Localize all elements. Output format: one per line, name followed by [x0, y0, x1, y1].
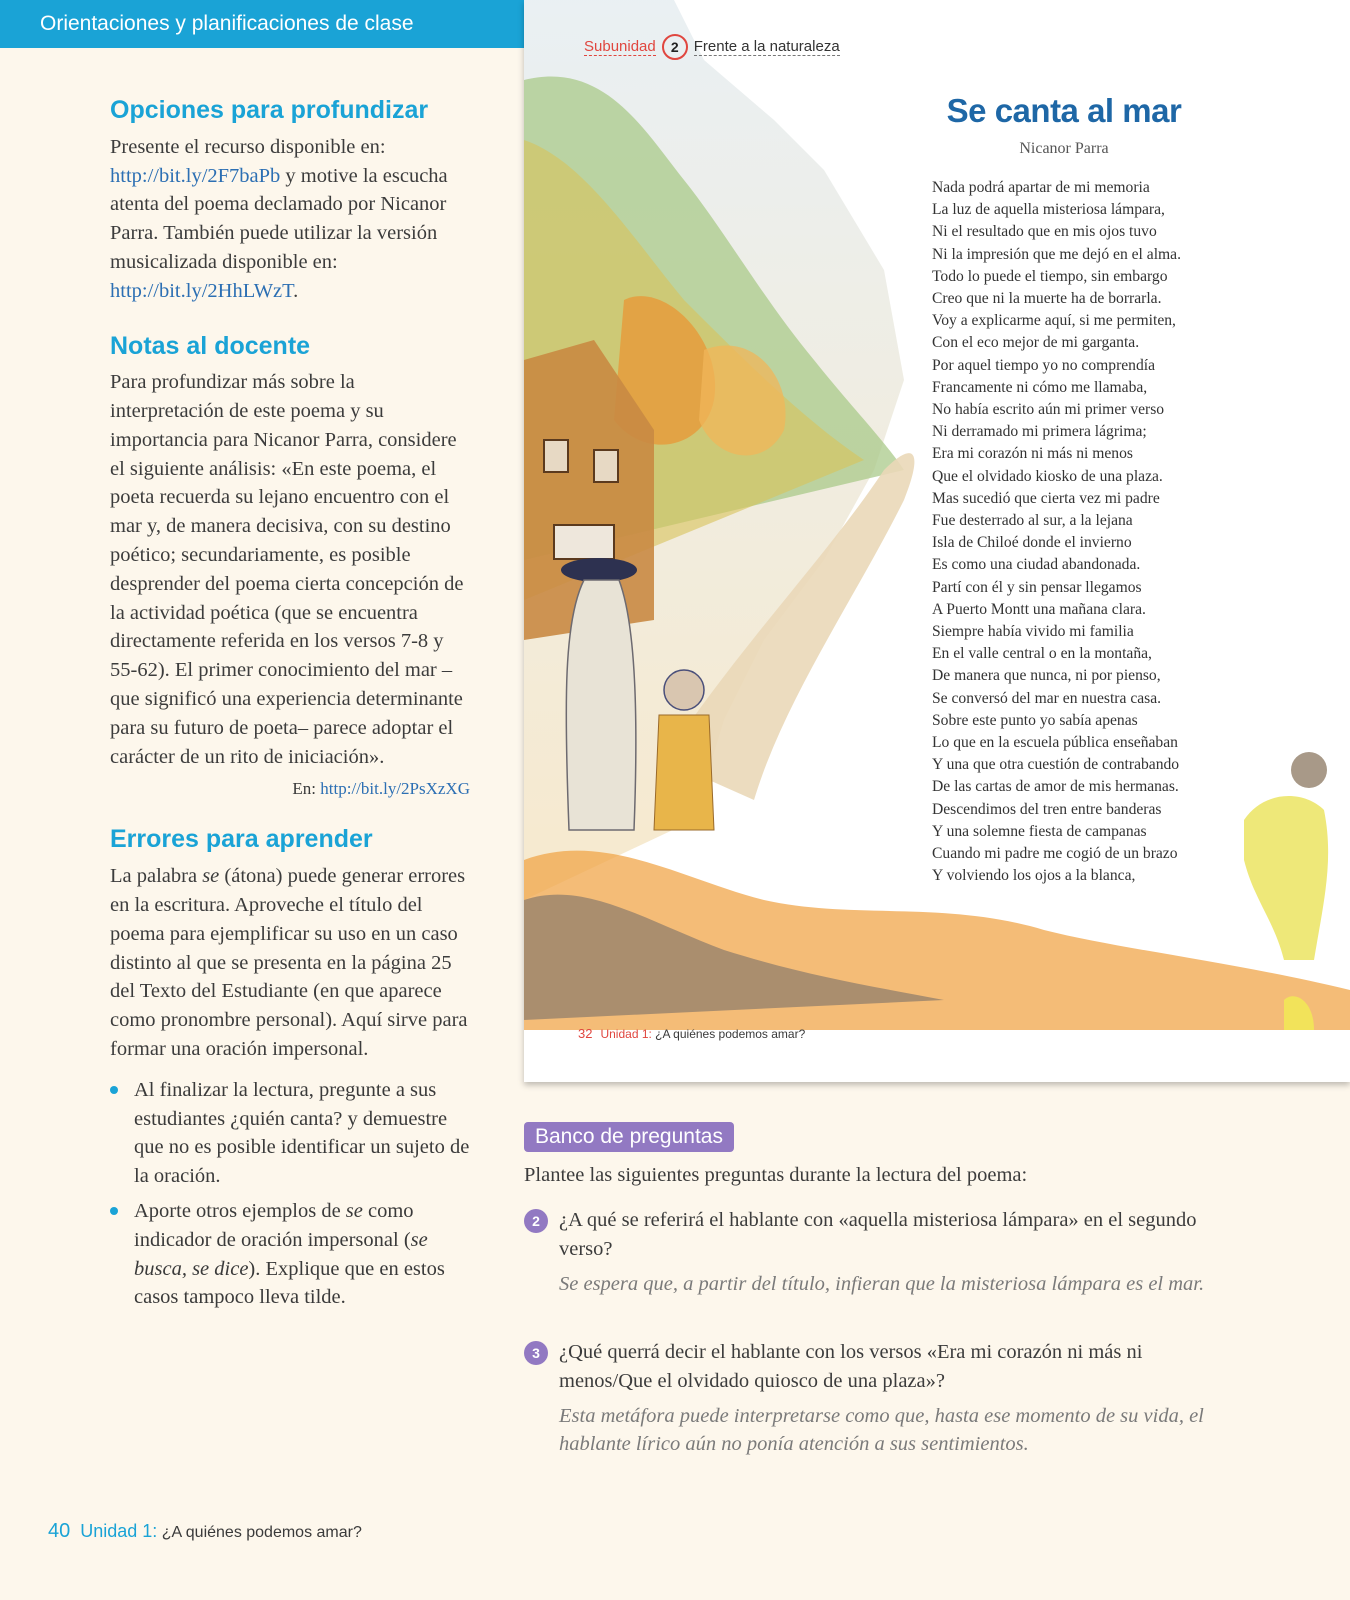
footer-unit: Unidad 1: — [80, 1521, 158, 1541]
bullet-text-2: como indicador de oración impersonal ( — [134, 1199, 414, 1251]
poem-verse: Mas sucedió que cierta vez mi padre — [932, 489, 1160, 507]
bullet-item — [110, 1076, 470, 1191]
bullet-text: Al finalizar la lectura, pregunte a sus estudiantes ¿quién canta? y demuestre que no es posible identificar un sujeto de la oración. — [134, 1078, 470, 1188]
poem-verse: Partí con él y sin pensar llegamos — [932, 578, 1142, 596]
link-source[interactable]: http://bit.ly/2PsXzXG — [320, 779, 470, 799]
poem-verse: Fue desterrado al sur, a la lejana — [932, 512, 1133, 530]
source-label: En: — [292, 779, 321, 799]
left-column — [110, 96, 470, 1338]
poem-verse: Isla de Chiloé donde el invierno — [932, 534, 1132, 552]
bullet-dot-icon — [110, 1207, 118, 1215]
question-text: ¿Qué querrá decir el hablante con los versos «Era mi corazón ni más ni menos/Que el olvidado quiosco de una plaza»? — [559, 1341, 1143, 1392]
subunit-label: Subunidad — [584, 38, 656, 55]
errores-paragraph — [110, 862, 470, 1064]
book-page-footer — [578, 1026, 805, 1041]
question-text: ¿A qué se referirá el hablante con «aquella misteriosa lámpara» en el segundo verso? — [559, 1209, 1197, 1260]
banco-intro: Plantee las siguientes preguntas durante la lectura del poema: — [524, 1164, 1028, 1186]
notas-paragraph: Para profundizar más sobre la interpretación de este poema y su importancia para Nicanor Parra, considere el siguiente análisis: «En este poema, el poeta recuerda su lejano encuentro con el mar y, de manera decisiva, con su destino poético; secundariamente, es posible desprender del poema cierta concepción de la actividad poética (que se encuentra directamente referida en los versos 7-8 y 55-62). El primer conocimiento del mar –que significó una experiencia determinante para su futuro de poeta– parece adoptar el carácter de un rito de iniciación». — [110, 371, 464, 768]
poem-verse: Todo lo puede el tiempo, sin embargo — [932, 267, 1168, 285]
book-footer-question: ¿A quiénes podemos amar? — [651, 1027, 806, 1041]
poem-verse: Nada podrá apartar de mi memoria — [932, 179, 1150, 196]
poem-verse: Voy a explicarme aquí, si me permiten, — [932, 312, 1176, 330]
bullet-examples: se busca, se dice — [134, 1228, 428, 1280]
subunit-number: 2 — [662, 34, 688, 60]
question-number-badge: 3 — [524, 1341, 548, 1365]
opciones-text-2: y motive la escucha atenta del poema declamado por Nicanor Parra. También puede utilizar la versión musicalizada disponible en: — [110, 164, 448, 273]
poem-verse: Cuando mi padre me cogió de un brazo — [932, 845, 1178, 863]
student-book-page — [524, 0, 1350, 1082]
heading-errores: Errores para aprender — [110, 825, 373, 854]
poem-verse: Y una que otra cuestión de contrabando — [932, 756, 1180, 774]
poem-verse: Y una solemne fiesta de campanas — [932, 822, 1147, 840]
heading-opciones: Opciones para profundizar — [110, 96, 429, 124]
header-title: Orientaciones y planificaciones de clase — [40, 12, 414, 35]
question-item — [524, 1206, 1224, 1298]
poem-verse: Francamente ni cómo me llamaba, — [932, 378, 1148, 396]
poem-title: Se canta al mar — [946, 92, 1182, 129]
poem-verse: A Puerto Montt una mañana clara. — [932, 600, 1146, 618]
notas-source — [110, 779, 470, 799]
poem-verse: Lo que en la escuela pública enseñaban — [932, 734, 1178, 752]
question-answer: Se espera que, a partir del título, infieran que la misteriosa lámpara es el mar. — [559, 1272, 1205, 1295]
bullet-se: se — [345, 1199, 363, 1222]
heading-notas: Notas al docente — [110, 331, 311, 360]
errores-bullet-list — [110, 1076, 470, 1312]
poem-verse: Se conversó del mar en nuestra casa. — [932, 689, 1162, 707]
poem-verse: En el valle central o en la montaña, — [932, 645, 1152, 663]
bullet-item — [110, 1197, 470, 1312]
section-errores — [110, 825, 470, 1312]
question-number-badge: 2 — [524, 1209, 548, 1233]
section-opciones — [110, 96, 470, 306]
poem-verse: La luz de aquella misteriosa lámpara, — [932, 201, 1165, 219]
poem-verse: Que el olvidado kiosko de una plaza. — [932, 467, 1163, 485]
poem-verse: Y volviendo los ojos a la blanca, — [932, 867, 1136, 885]
poem-verse: Era mi corazón ni más ni menos — [932, 445, 1133, 463]
poem-verses — [932, 177, 1242, 888]
subunit-header — [584, 34, 840, 60]
link-recurso-2[interactable]: http://bit.ly/2HhLWzT — [110, 279, 294, 302]
poem-verse: Siempre había vivido mi familia — [932, 623, 1134, 641]
poem-verse: De las cartas de amor de mis hermanas. — [932, 778, 1179, 796]
poem-verse: De manera que nunca, ni por pienso, — [932, 667, 1161, 685]
subunit-title: Frente a la naturaleza — [693, 38, 840, 55]
poem-verse: Ni derramado mi primera lágrima; — [932, 423, 1147, 441]
poem-verse: Con el eco mejor de mi garganta. — [932, 334, 1140, 352]
poem-author: Nicanor Parra — [1019, 140, 1109, 157]
section-notas — [110, 332, 470, 800]
question-answer: Esta metáfora puede interpretarse como que, hasta ese momento de su vida, el hablante lírico aún no ponía atención a sus sentimientos. — [559, 1404, 1204, 1456]
page-footer — [48, 1520, 362, 1543]
poem-verse: Ni la impresión que me dejó en el alma. — [932, 245, 1181, 263]
link-recurso-1[interactable]: http://bit.ly/2F7baPb — [110, 164, 281, 187]
errores-text-2: (átona) puede generar errores en la escritura. Aproveche el título del poema para ejemplificar su uso en un caso distinto al que se presenta en la página 25 del Texto del Estudiante (en que aparece como pronombre personal). Aquí sirve para formar una oración impersonal. — [110, 865, 468, 1060]
poem-verse: No había escrito aún mi primer verso — [932, 401, 1165, 419]
opciones-text-3: . — [293, 279, 299, 302]
opciones-text-1: Presente el recurso disponible en: — [110, 135, 386, 158]
bullet-dot-icon — [110, 1086, 118, 1094]
poem-verse: Es como una ciudad abandonada. — [932, 556, 1141, 574]
poem-verse: Sobre este punto yo sabía apenas — [932, 711, 1138, 729]
bullet-text-1: Aporte otros ejemplos de — [134, 1199, 346, 1222]
question-item — [524, 1338, 1224, 1459]
banco-label: Banco de preguntas — [524, 1122, 734, 1152]
poem-verse: Por aquel tiempo yo no comprendía — [932, 356, 1156, 374]
page-number: 40 — [48, 1520, 71, 1542]
bullet-text-3: ). Explique que en estos casos tampoco lleva tilde. — [134, 1257, 445, 1309]
footer-question: ¿A quiénes podemos amar? — [157, 1524, 362, 1541]
poem-verse: Descendimos del tren entre banderas — [932, 800, 1162, 818]
book-page-number: 32 — [578, 1026, 593, 1041]
errores-se: se — [202, 865, 220, 888]
poem-verse: Creo que ni la muerte ha de borrarla. — [932, 290, 1162, 308]
opciones-paragraph — [110, 133, 470, 306]
poem-verse: Ni el resultado que en mis ojos tuvo — [932, 223, 1157, 241]
errores-text-1: La palabra — [110, 865, 203, 888]
page-header-band — [0, 0, 524, 48]
book-footer-unit: Unidad 1: — [600, 1027, 652, 1041]
